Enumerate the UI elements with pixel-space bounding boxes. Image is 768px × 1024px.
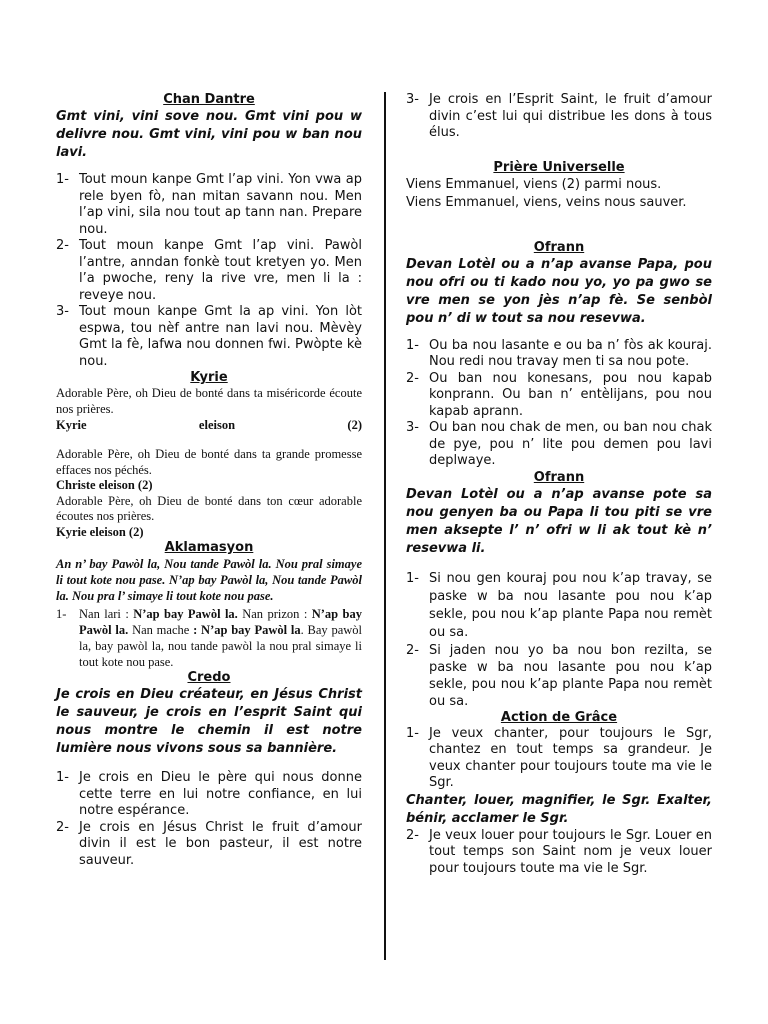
section-title: Kyrie bbox=[190, 370, 228, 385]
list-item: 1- Ou ba nou lasante e ou ba n’ fòs ak kouraj. Nou redi nou travay men ti sa nou pote. bbox=[406, 337, 712, 369]
section-ofrann bbox=[406, 240, 712, 470]
section-action-de-grace bbox=[406, 710, 712, 878]
list-item: 2- Si jaden nou yo ba nou bon rezilta, se paske w ba nou lasante pou nou k’ap sekle, pou nou k’ap plante Papa nou remèt ou sa. bbox=[406, 642, 712, 709]
prayer-text: Adorable Père, oh Dieu de bonté dans ta grande promesse effaces nos péchés. bbox=[56, 447, 362, 477]
list-item: 2- Ou ban nou konesans, pou nou kapab konprann. Ou ban n’ entèlijans, pou nou kapab aprann. bbox=[406, 370, 712, 419]
section-credo bbox=[56, 670, 362, 869]
refrain: An n’ bay Pawòl la, Nou tande Pawòl la. Nou pral simaye li tout kote nou pase. N’ap bay Pawòl la, Nou tande Pawòl la. Nou pra l’ simaye li tout kote nou pase. bbox=[56, 557, 362, 603]
verse-list bbox=[406, 338, 712, 470]
refrain: Gmt vini, vini sove nou. Gmt vini pou w delivre nou. Gmt vini, vini pou w ban nou lavi. bbox=[56, 109, 362, 160]
christe-line: Christe eleison (2) bbox=[56, 478, 153, 492]
list-item: 2- Tout moun kanpe Gmt l’ap vini. Pawòl l’antre, anndan fonkè tout kretyen yo. Men l’a pwoche, reny la rive vre, men li la : reveye nou. bbox=[56, 238, 362, 303]
kyrie-line: Kyrie eleison (2) bbox=[56, 524, 144, 539]
section-title: Credo bbox=[187, 670, 231, 685]
section-chan-dantre bbox=[56, 92, 362, 370]
refrain: Chanter, louer, magnifier, le Sgr. Exalter, bénir, acclamer le Sgr. bbox=[406, 792, 712, 826]
verse-list bbox=[56, 770, 362, 869]
credo-continued-list bbox=[406, 92, 712, 142]
list-item: 2- Je veux louer pour toujours le Sgr. Louer en tout temps son Saint nom je veux louer pour toujours toute ma vie le Sgr. bbox=[406, 827, 712, 876]
prayer-line: Viens Emmanuel, viens (2) parmi nous. bbox=[406, 176, 662, 192]
section-title: Ofrann bbox=[533, 469, 585, 485]
refrain: Devan Lotèl ou a n’ap avanse pote sa nou genyen ba ou Papa li tou piti se vre men aksepte l’ n’ ofri w li ak tout kè n’ resevwa li. bbox=[406, 486, 712, 556]
verse-list bbox=[56, 606, 362, 670]
list-item: 1- Tout moun kanpe Gmt l’ap vini. Yon vwa ap rele byen fò, nan mitan savann nou. Men l’ap vini, sila nou tout ap tann nan. Prepare nou. bbox=[56, 172, 362, 237]
section-aklamasyon bbox=[56, 540, 362, 670]
kyrie-line: Kyrie eleison (2) bbox=[56, 418, 362, 432]
list-item: 3- Tout moun kanpe Gmt la ap vini. Yon lòt espwa, tou nèf antre nan lavi nou. Mèvèy Gmt la fè, lafwa nou donnen fwi. Pwòpte kè nou. bbox=[56, 304, 362, 369]
refrain: Je crois en Dieu créateur, en Jésus Christ le sauveur, je crois en l’esprit Saint qui nous montre le chemin il est notre lumière nous vivons sous sa bannière. bbox=[56, 687, 362, 756]
right-column bbox=[406, 92, 712, 877]
prayer-text: Adorable Père, oh Dieu de bonté dans ta miséricorde écoute nos prières. bbox=[56, 386, 362, 416]
refrain: Devan Lotèl ou a n’ap avanse Papa, pou nou ofri ou ti kado nou yo, yo pa gwo se vre men se yon jès n’ap fè. Se senbòl pou n’ di w tout sa nou resevwa. bbox=[406, 256, 712, 326]
list-item: 1- Si nou gen kouraj pou nou k’ap travay, se paske w ba nou lasante pou nou k’ap sekle, pou nou k’ap plante Papa nou remèt ou sa. bbox=[406, 570, 712, 640]
list-item: 3- Ou ban nou chak de men, ou ban nou chak de pye, pou n’ lite pou demen pou lavi deplwaye. bbox=[406, 420, 712, 468]
section-title: Chan Dantre bbox=[163, 92, 255, 107]
section-ofrann-2 bbox=[406, 470, 712, 710]
section-title: Aklamasyon bbox=[164, 540, 254, 555]
section-title: Prière Universelle bbox=[493, 159, 625, 175]
column-divider bbox=[384, 92, 386, 960]
left-column bbox=[56, 92, 362, 869]
prayer-line: Viens Emmanuel, viens, veins nous sauver. bbox=[406, 194, 687, 210]
verse-list bbox=[406, 570, 712, 710]
section-title: Action de Grâce bbox=[500, 709, 618, 725]
verse-list bbox=[56, 172, 362, 370]
list-item: 1- Je veux chanter, pour toujours le Sgr, chantez en tout temps sa grandeur. Je veux chanter pour toujours toute ma vie le Sgr. bbox=[406, 725, 712, 790]
list-item: 1- Je crois en Dieu le père qui nous donne cette terre en lui notre confiance, en lui notre espérance. bbox=[56, 770, 362, 818]
section-priere-universelle bbox=[406, 160, 712, 212]
list-item: 3- Je crois en l’Esprit Saint, le fruit d’amour divin c’est lui qui distribue les dons à tous élus. bbox=[406, 92, 712, 140]
verse-list bbox=[406, 726, 712, 792]
verse-list bbox=[406, 828, 712, 878]
section-title: Ofrann bbox=[533, 239, 585, 255]
list-item: 2- Je crois en Jésus Christ le fruit d’amour divin il est le bon pasteur, il est notre sauveur. bbox=[56, 819, 362, 868]
section-kyrie bbox=[56, 370, 362, 540]
list-item: 1- Nan lari : N’ap bay Pawòl la. Nan prizon : N’ap bay Pawòl la. Nan mache : N’ap bay Pawòl la. Bay pawòl la, bay pawòl la, nou tande pawòl la nou pral simaye li tout kote nou pase. bbox=[56, 607, 362, 669]
prayer-text: Adorable Père, oh Dieu de bonté dans ton cœur adorable écoutes nos prières. bbox=[56, 493, 362, 523]
